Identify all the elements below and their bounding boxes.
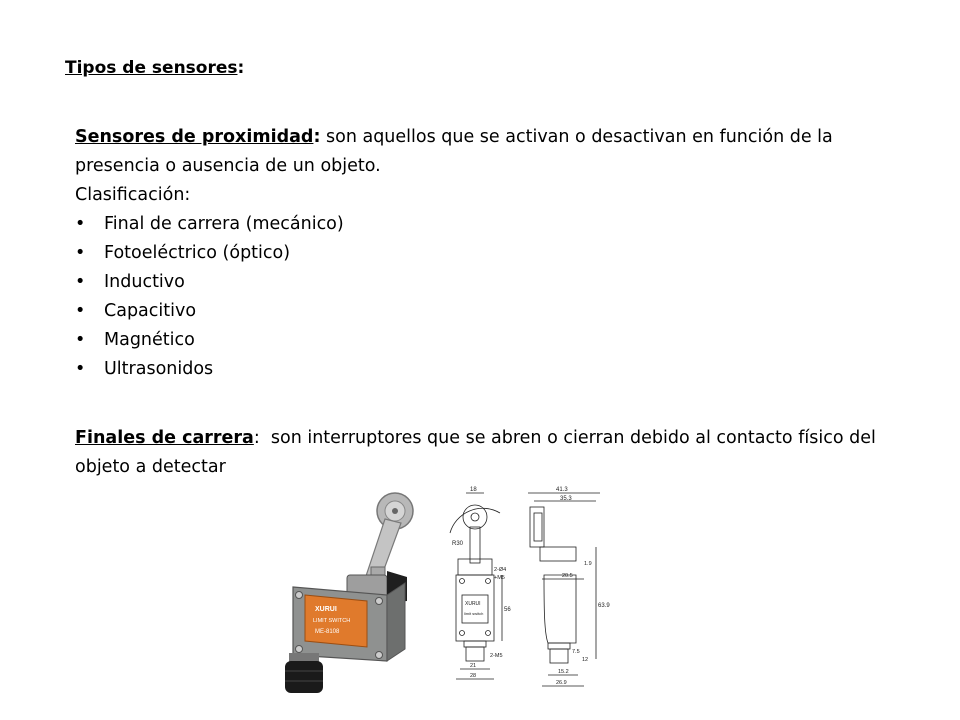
photo-brand: XURUI — [315, 606, 337, 613]
limit-switch-term: Finales de carrera — [75, 428, 254, 448]
dim-radius: R30 — [452, 541, 464, 547]
dim-1-9: 1.9 — [584, 561, 592, 567]
dim-15-2: 15.2 — [558, 669, 569, 675]
limit-switch-definition: son interruptores que se abren o cierran debido al contacto físico del objeto a detectar — [75, 428, 882, 477]
proximity-definition — [75, 123, 915, 181]
limit-switch-photo — [275, 483, 435, 695]
limit-switch-colon: : — [253, 428, 260, 448]
dim-height: 56 — [504, 607, 511, 613]
dim-12: 12 — [582, 657, 589, 663]
dim-holes: 2-Ø4 — [494, 567, 507, 573]
dim-21: 21 — [470, 663, 477, 669]
list-item: • Final de carrera (mecánico) — [75, 210, 915, 239]
dim-26-9: 26.9 — [556, 680, 567, 686]
proximity-term: Sensores de proximidad — [75, 127, 314, 147]
dim-28: 28 — [470, 673, 477, 679]
side-dimension-drawing — [520, 483, 620, 688]
list-item: • Ultrasonidos — [75, 355, 915, 384]
photo-model: ME-8108 — [315, 629, 340, 635]
proximity-section — [75, 123, 915, 384]
slide-title — [65, 58, 244, 78]
list-item: • Magnético — [75, 326, 915, 355]
dim-35-3: 35.3 — [560, 496, 572, 502]
dim-m5: 2-M5 — [490, 653, 503, 659]
list-item: • Capacitivo — [75, 297, 915, 326]
dim-63-9: 63.9 — [598, 603, 610, 609]
slide-title-text: Tipos de sensores — [65, 58, 238, 78]
photo-label: LIMIT SWITCH — [313, 618, 351, 624]
dim-thread: +M5 — [494, 575, 505, 581]
dim-top: 18 — [470, 487, 477, 493]
plate-label: limit switch — [464, 611, 484, 616]
classification-label: Clasificación: — [75, 185, 191, 205]
plate-brand: XURUI — [465, 601, 481, 607]
dim-20-5: 20.5 — [562, 573, 573, 579]
proximity-definition-text: son aquellos que se activan o desactivan en función de la presencia o ausencia de un objeto. — [75, 127, 833, 176]
list-item: • Fotoeléctrico (óptico) — [75, 239, 915, 268]
dim-7-5: 7.5 — [572, 649, 580, 655]
dim-41-3: 41.3 — [556, 487, 568, 493]
proximity-term-colon: : — [313, 127, 321, 147]
limit-switch-section — [75, 424, 915, 482]
slide-title-colon: : — [237, 58, 245, 78]
classification-list — [75, 210, 915, 384]
list-item: • Inductivo — [75, 268, 915, 297]
